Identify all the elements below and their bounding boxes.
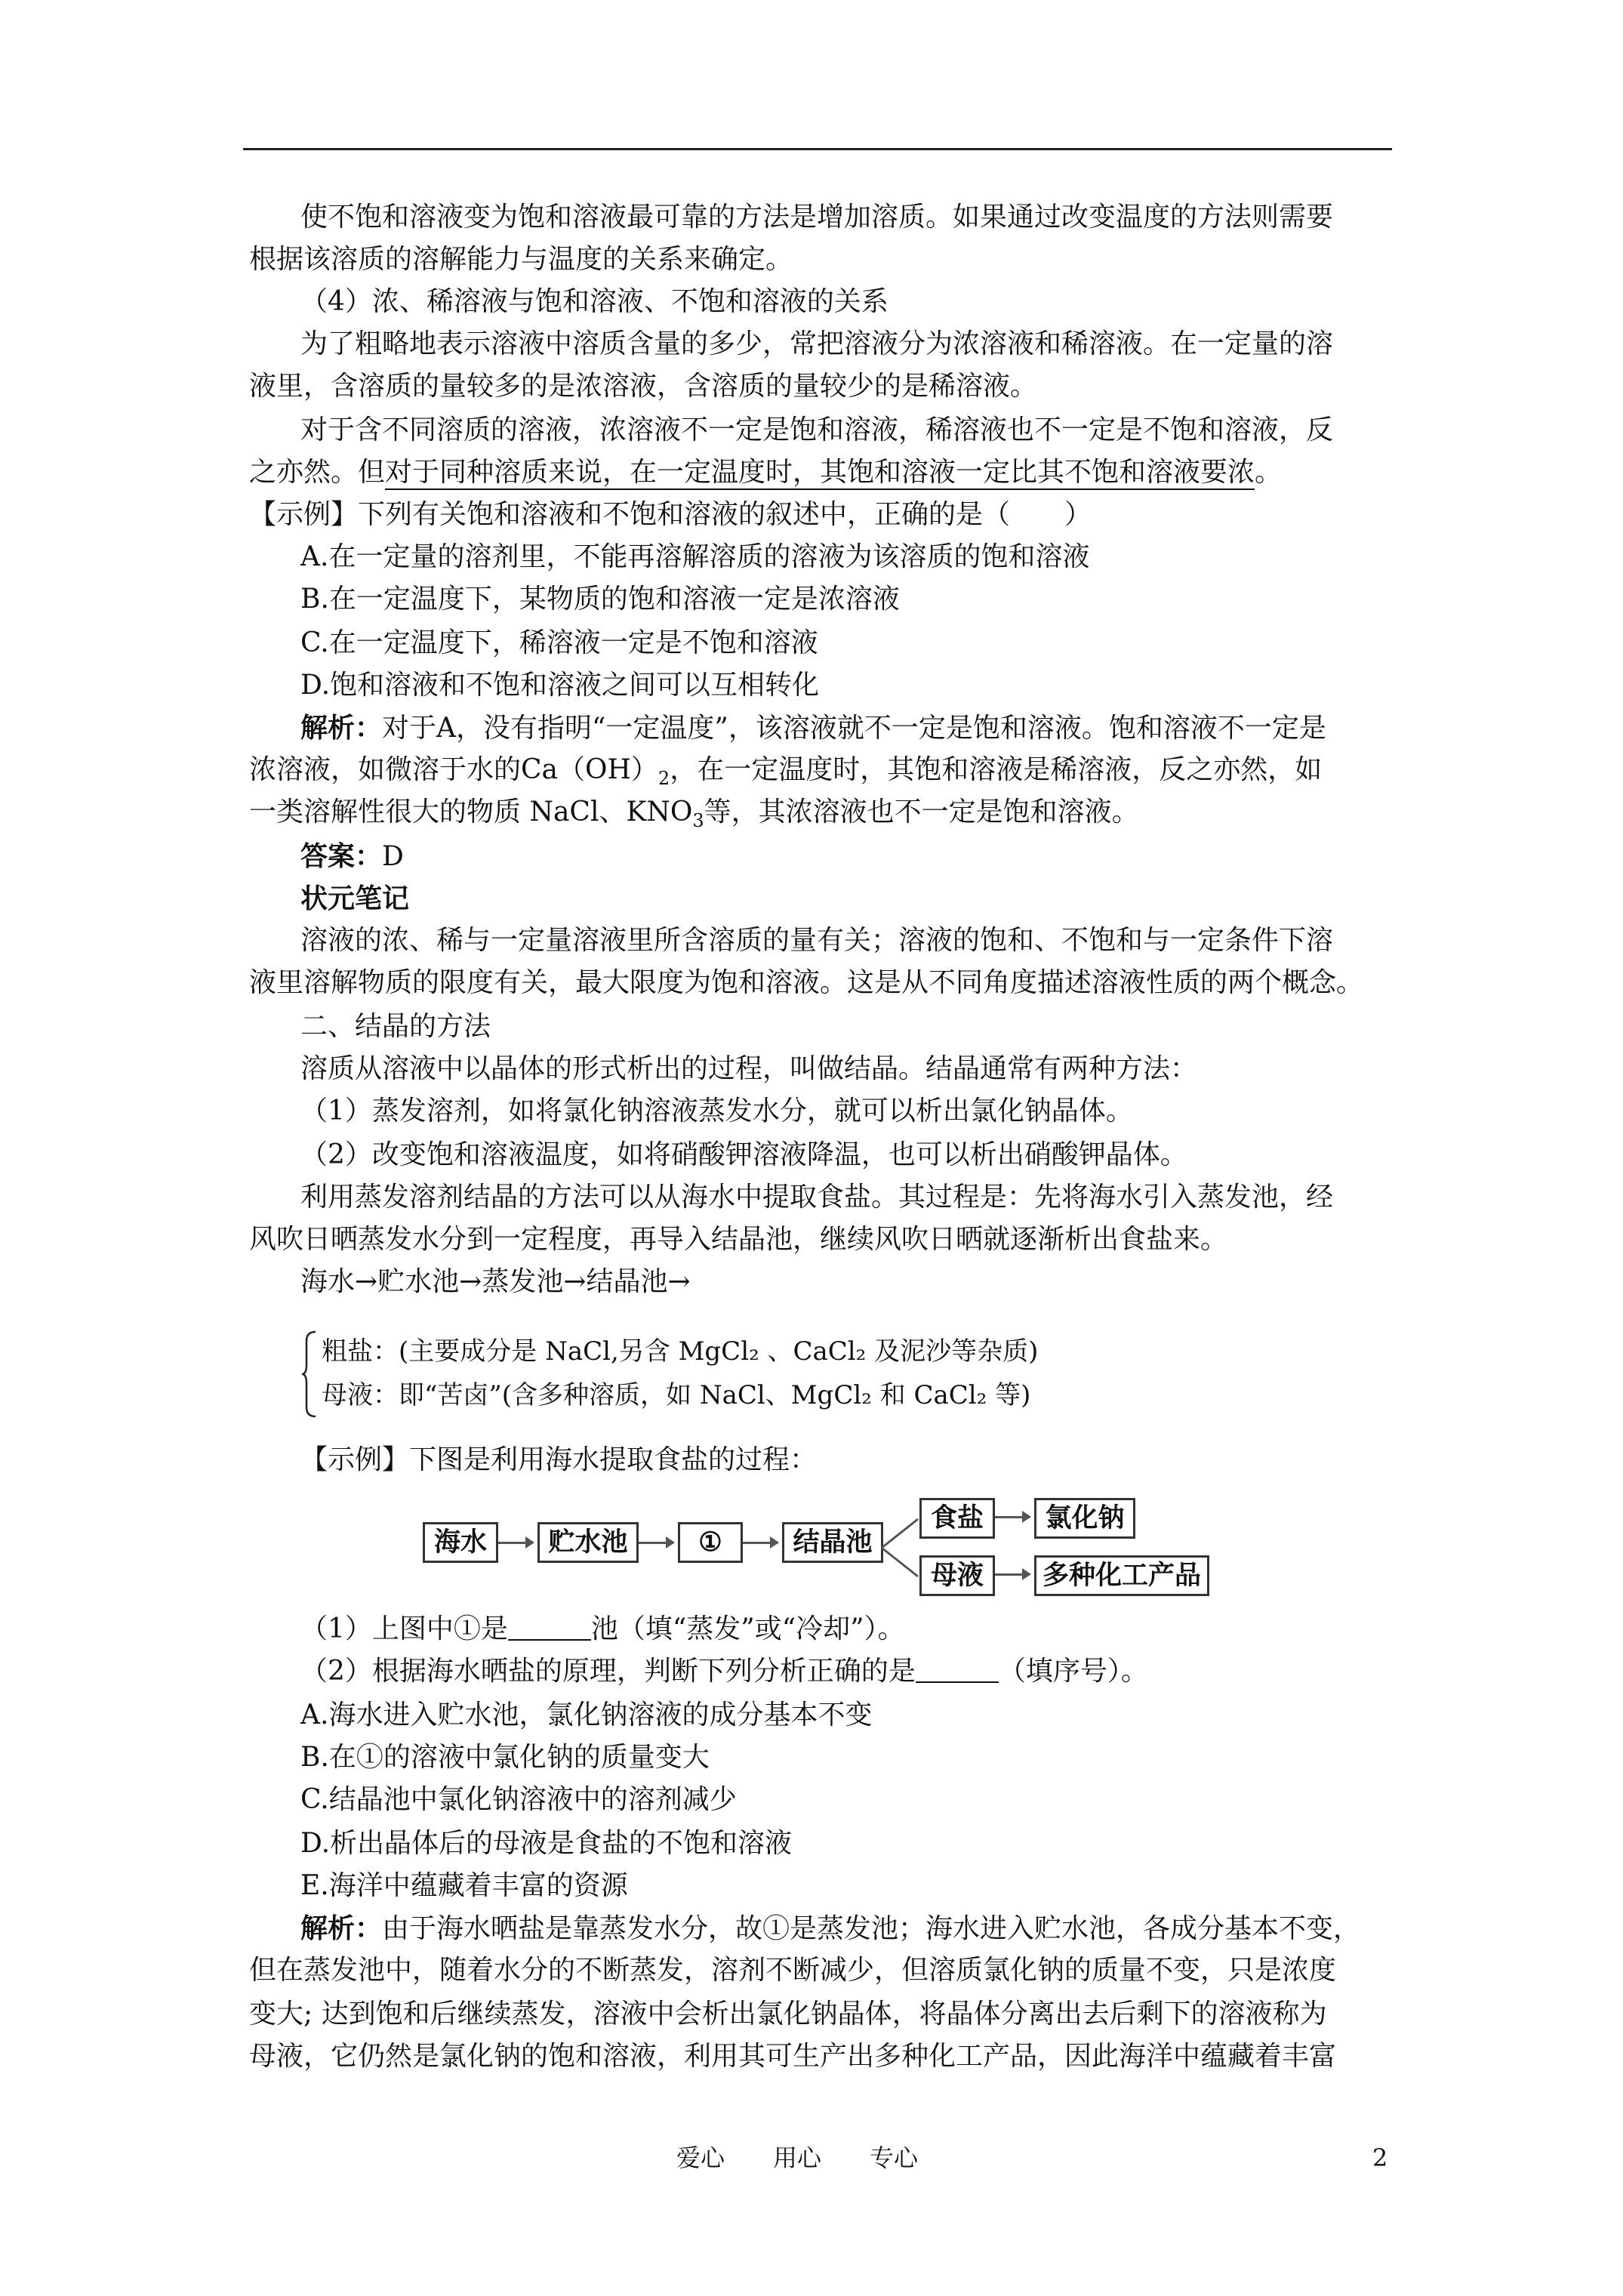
arrow [995, 1573, 1030, 1576]
page-number: 2 [1372, 2143, 1388, 2172]
text-fragment: 池（填“蒸发”或“冷却”）。 [590, 1613, 905, 1644]
option-a: A.海水进入贮水池，氯化钠溶液的成分基本不变 [300, 1700, 873, 1730]
branch-arrows [880, 1501, 925, 1592]
text-line: 根据该溶质的溶解能力与温度的关系来确定。 [249, 244, 793, 275]
text-line: （1）蒸发溶剂，如将氯化钠溶液蒸发水分，就可以析出氯化钠晶体。 [300, 1096, 1133, 1126]
mother-liquor-line: 母液：即“苦卤”(含多种溶质，如 NaCl、MgCl₂ 和 CaCl₂ 等) [322, 1380, 1031, 1410]
text-fragment: ，在一定温度时，其饱和溶液是稀溶液，反之亦然，如 [670, 754, 1323, 785]
arrow [995, 1516, 1030, 1518]
box-salt: 食盐 [919, 1498, 995, 1539]
text-fragment: 浓溶液，如微溶于水的Ca（OH） [249, 754, 658, 785]
text-line: 液里溶解物质的限度有关，最大限度为饱和溶液。这是从不同角度描述溶液性质的两个概念。 [249, 967, 1364, 998]
text-fragment: 等，其浓溶液也不一定是饱和溶液。 [704, 797, 1139, 827]
option-d: D.饱和溶液和不饱和溶液之间可以互相转化 [300, 670, 820, 701]
text-line: （2）改变饱和溶液温度，如将硝酸钾溶液降温，也可以析出硝酸钾晶体。 [300, 1139, 1187, 1170]
process-line: 海水→贮水池→蒸发池→结晶池→ [300, 1266, 691, 1297]
text-line: 使不饱和溶液变为饱和溶液最可靠的方法是增加溶质。如果通过改变温度的方法则需要 [300, 202, 1334, 233]
text-fragment: 对于A，没有指明“一定温度”，该溶液就不一定是饱和溶液。饱和溶液不一定是 [382, 713, 1326, 744]
option-d: D.析出晶体后的母液是食盐的不饱和溶液 [300, 1828, 793, 1859]
analysis-line: 变大; 达到饱和后继续蒸发，溶液中会析出氯化钠晶体，将晶体分离出去后剩下的溶液称为 [249, 1999, 1327, 2029]
analysis-line: 但在蒸发池中，随着水分的不断蒸发，溶剂不断减少，但溶质氯化钠的质量不变，只是浓度 [249, 1955, 1337, 1986]
analysis-line [249, 754, 1322, 795]
box-sodium-chloride: 氯化钠 [1034, 1498, 1135, 1539]
option-c: C.在一定温度下，稀溶液一定是不饱和溶液 [300, 627, 818, 658]
arrow [498, 1542, 533, 1544]
subscript: 2 [658, 768, 670, 790]
analysis-line [249, 796, 1139, 837]
answer-blank[interactable] [508, 1613, 591, 1641]
coarse-salt-line: 粗盐：(主要成分是 NaCl,另含 MgCl₂ 、CaCl₂ 及泥沙等杂质) [322, 1336, 1039, 1367]
text-line: 风吹日晒蒸发水分到一定程度，再导入结晶池，继续风吹日晒就逐渐析出食盐来。 [249, 1224, 1228, 1255]
box-crystallization-pool: 结晶池 [782, 1522, 883, 1563]
option-a: A.在一定量的溶剂里，不能再溶解溶质的溶液为该溶质的饱和溶液 [300, 541, 1090, 572]
analysis-line [300, 711, 1326, 745]
product-brace-block [300, 1330, 1131, 1421]
text-line: 液里，含溶质的量较多的是浓溶液，含溶质的量较少的是稀溶液。 [249, 371, 1038, 402]
box-mother-liquor: 母液 [919, 1555, 995, 1596]
example-question: 【示例】下列有关饱和溶液和不饱和溶液的叙述中，正确的是（ ） [249, 499, 1092, 530]
text-fragment: 一类溶解性很大的物质 NaCl、KNO [249, 797, 693, 827]
text-line: 溶液的浓、稀与一定量溶液里所含溶质的量有关；溶液的饱和、不饱和与一定条件下溶 [300, 925, 1334, 956]
underlined-key-point: 对于同种溶质来说，在一定温度时，其饱和溶液一定比其不饱和溶液要浓 [385, 457, 1255, 490]
subscript: 3 [692, 810, 704, 832]
arrow [743, 1542, 778, 1544]
text-fragment: （填序号）。 [998, 1656, 1148, 1687]
analysis-label: 解析： [300, 712, 383, 744]
section-heading: 二、结晶的方法 [300, 1011, 491, 1042]
footer-motto: 爱心 用心 专心 [676, 2143, 919, 2172]
box-storage-pool: 贮水池 [537, 1522, 639, 1563]
option-b: B.在一定温度下，某物质的饱和溶液一定是浓溶液 [300, 584, 900, 615]
notes-heading: 状元笔记 [300, 883, 410, 914]
analysis-line [300, 1912, 1360, 1946]
question-2 [300, 1655, 1148, 1688]
answer-line [300, 840, 404, 874]
text-fragment: 由于海水晒盐是靠蒸发水分，故①是蒸发池；海水进入贮水池，各成分基本不变， [382, 1913, 1361, 1944]
text-line: 对于含不同溶质的溶液，浓溶液不一定是饱和溶液，稀溶液也不一定是不饱和溶液，反 [300, 415, 1334, 445]
flow-diagram [423, 1495, 1208, 1601]
arrow [639, 1542, 673, 1544]
text-line: 为了粗略地表示溶液中溶质含量的多少，常把溶液分为浓溶液和稀溶液。在一定量的溶 [300, 328, 1334, 359]
box-blank-1: ① [678, 1522, 743, 1563]
option-e: E.海洋中蕴藏着丰富的资源 [300, 1870, 628, 1901]
header-rule [243, 148, 1392, 150]
text-line: 利用蒸发溶剂结晶的方法可以从海水中提取食盐。其过程是：先将海水引入蒸发池，经 [300, 1182, 1334, 1213]
text-fragment: 之亦然。但 [249, 457, 386, 488]
subsection-heading: （4）浓、稀溶液与饱和溶液、不饱和溶液的关系 [300, 286, 888, 317]
answer-blank[interactable] [916, 1656, 999, 1683]
question-1 [300, 1613, 905, 1646]
answer-value: D [382, 841, 404, 872]
text-fragment: （2）根据海水晒盐的原理，判断下列分析正确的是 [300, 1656, 916, 1687]
analysis-label: 解析： [300, 1912, 383, 1944]
example-question: 【示例】下图是利用海水提取食盐的过程： [300, 1444, 818, 1475]
text-line: 溶质从溶液中以晶体的形式析出的过程，叫做结晶。结晶通常有两种方法： [300, 1053, 1198, 1084]
text-line [249, 456, 1282, 489]
box-chemical-products: 多种化工产品 [1034, 1555, 1209, 1596]
analysis-line: 母液，它仍然是氯化钠的饱和溶液，利用其可生产出多种化工产品，因此海洋中蕴藏着丰富 [249, 2041, 1337, 2072]
box-seawater: 海水 [423, 1522, 498, 1563]
text-fragment: 。 [1255, 457, 1283, 488]
option-b: B.在①的溶液中氯化钠的质量变大 [300, 1742, 710, 1773]
answer-label: 答案： [300, 840, 383, 872]
text-fragment: （1）上图中①是 [300, 1613, 508, 1644]
option-c: C.结晶池中氯化钠溶液中的溶剂减少 [300, 1784, 737, 1815]
brace-icon [300, 1330, 317, 1418]
